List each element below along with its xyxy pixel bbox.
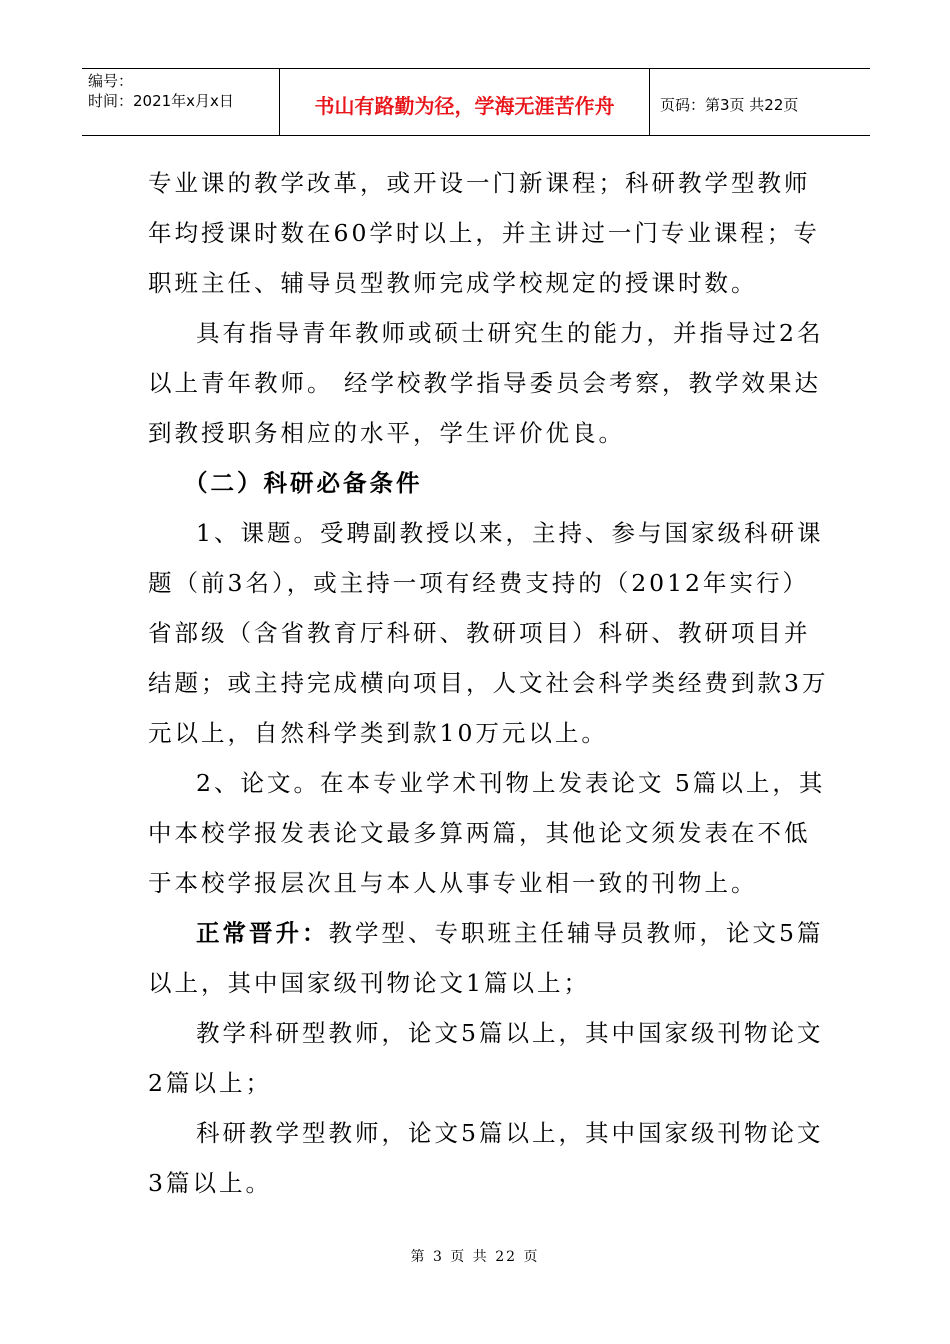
body-line: 省部级（含省教育厅科研、教研项目）科研、教研项目并 xyxy=(148,619,811,647)
header-motto: 书山有路勤为径，学海无涯苦作舟 xyxy=(280,69,650,135)
body-line: 以上，其中国家级刊物论文1篇以上； xyxy=(148,969,590,997)
doc-time-label: 时间：2021年x月x日 xyxy=(88,92,234,110)
page-footer: 第 3 页 共 22 页 xyxy=(410,1249,540,1265)
body-line: 题（前3名），或主持一项有经费支持的（2012年实行） xyxy=(148,569,810,597)
body-line: 中本校学报发表论文最多算两篇，其他论文须发表在不低 xyxy=(148,819,811,847)
doc-number-label: 编号： xyxy=(88,72,134,90)
body-line: 科研教学型教师，论文5篇以上，其中国家级刊物论文 xyxy=(196,1119,824,1147)
header-page-code: 页码：第3页 共22页 xyxy=(660,95,799,114)
body-line: 元以上，自然科学类到款10万元以上。 xyxy=(148,719,608,747)
normal-promotion-text: 教学型、专职班主任辅导员教师，论文5篇 xyxy=(328,919,824,947)
normal-promotion-label: 正常晋升： xyxy=(196,919,329,947)
body-line: 到教授职务相应的水平，学生评价优良。 xyxy=(148,419,625,447)
body-line: 专业课的教学改革，或开设一门新课程；科研教学型教师 xyxy=(148,169,811,197)
body-line: 结题；或主持完成横向项目，人文社会科学类经费到款3万 xyxy=(148,669,829,697)
body-line: 具有指导青年教师或硕士研究生的能力，并指导过2名 xyxy=(196,319,824,347)
section-heading: （二）科研必备条件 xyxy=(184,469,423,497)
body-line: 2、论文。在本专业学术刊物上发表论文 5篇以上，其 xyxy=(196,769,826,797)
page-header xyxy=(82,68,870,136)
body-line: 3篇以上。 xyxy=(148,1169,272,1197)
body-line: 于本校学报层次且与本人从事专业相一致的刊物上。 xyxy=(148,869,758,897)
body-line: 以上青年教师。 经学校教学指导委员会考察，教学效果达 xyxy=(148,369,821,397)
body-line: 教学科研型教师，论文5篇以上，其中国家级刊物论文 xyxy=(196,1019,824,1047)
body-line: 职班主任、辅导员型教师完成学校规定的授课时数。 xyxy=(148,269,758,297)
body-line: 1、课题。受聘副教授以来，主持、参与国家级科研课 xyxy=(196,519,824,547)
header-meta xyxy=(82,69,280,135)
body-line xyxy=(148,908,824,958)
body-line: 年均授课时数在60学时以上，并主讲过一门专业课程；专 xyxy=(148,219,820,247)
document-body xyxy=(148,158,829,1208)
body-line: 2篇以上； xyxy=(148,1069,272,1097)
